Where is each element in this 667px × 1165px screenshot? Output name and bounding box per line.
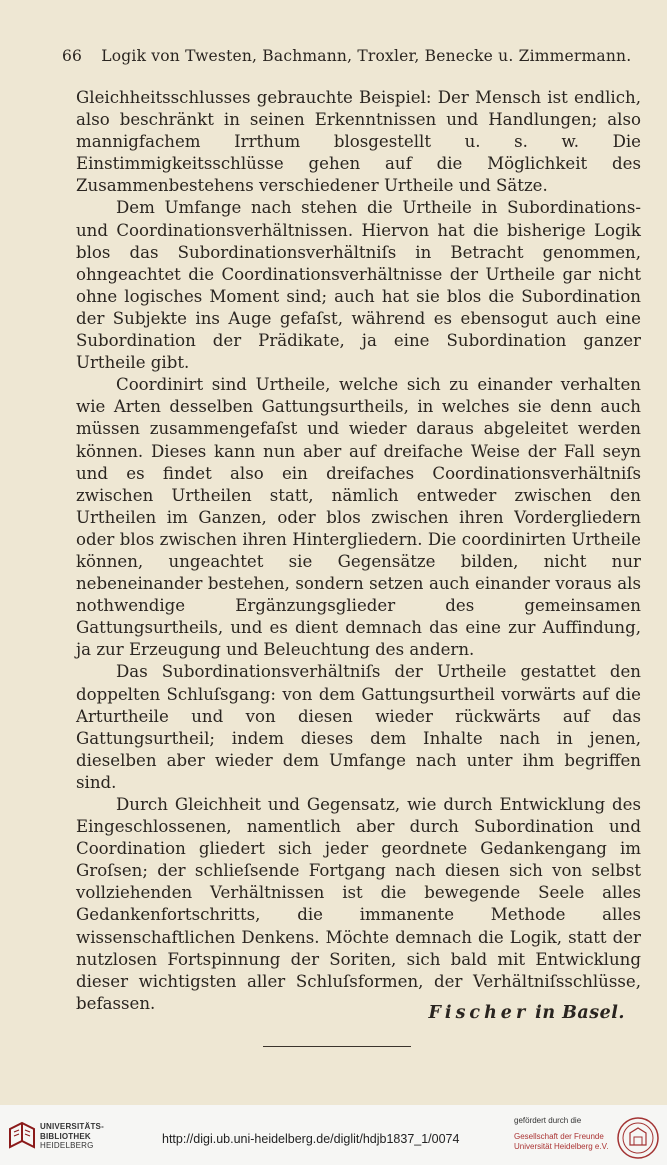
paragraph: Dem Umfange nach stehen die Urtheile in Subordinations- und Coordinationsverhältnissen. Hiervon hat die bisherige Logik blos das Subordinationsverhältniſs in Betracht genommen, ohngeachtet die Coordinationsverhältnisse der Urtheile gar nicht ohne logisches Moment sind; auch hat sie blos die Subordination der Subjekte ins Auge gefaſst, während es ebensogut auch eine Subordination der Prädikate, ja eine Subordination ganzer Urtheile gibt.: [76, 198, 641, 373]
sponsor-line: Universität Heidelberg e.V.: [514, 1141, 609, 1151]
paragraph: Durch Gleichheit und Gegensatz, wie durch Entwicklung des Eingeschlossenen, namentlich aber durch Subordination und Coordination gliedert sich jeder geordnete Gedankengang im Groſsen; der schlieſsende Fortgang nach diesen sich von selbst vollziehenden Verhältnissen ist die bewegende Seele alles Gedankenfortschritts, die immanente Methode alles wissenschaftlichen Denkens. Möchte demnach die Logik, statt der nutzlosen Fortspinnung der Soriten, sich bald mit Entwicklung dieser wichtigsten aller Schluſsformen, der Verhältniſsschlüsse, befassen.: [76, 795, 641, 1013]
author-name: Fischer: [428, 1003, 530, 1023]
library-name: [40, 1122, 104, 1151]
sponsor-line: Gesellschaft der Freunde: [514, 1132, 604, 1141]
digitization-footer: [0, 1105, 667, 1165]
library-line: UNIVERSITÄTS-: [40, 1122, 104, 1131]
sponsor-note: gefördert durch die: [514, 1116, 582, 1125]
paragraph: Coordinirt sind Urtheile, welche sich zu einander verhalten wie Arten desselben Gattungsurtheils, in welches sie denn auch müssen zusammengefaſst und wieder daraus abgeleitet werden können. Dieses kann nun aber auf dreifache Weise der Fall seyn und es findet also ein dreifaches Coordinationsverhältniſs zwischen Urtheilen statt, nämlich entweder zwischen den Urtheilen im Ganzen, oder blos zwischen ihren Vordergliedern oder blos zwischen ihren Hintergliedern. Die coordinirten Urtheile können, ungeachtet sie Gegensätze bilden, nicht nur nebeneinander bestehen, sondern setzen auch einander voraus als nothwendige Ergänzungsglieder des gemeinsamen Gattungsurtheils, und es dient demnach das eine zur Auffindung, ja zur Erzeugung und Beleuchtung des andern.: [76, 375, 641, 660]
permalink-url[interactable]: http://digi.ub.uni-heidelberg.de/diglit/hdjb1837_1/0074: [162, 1132, 460, 1146]
running-title: Logik von Twesten, Bachmann, Troxler, Benecke u. Zimmermann.: [101, 47, 632, 65]
paragraph: Das Subordinationsverhältniſs der Urtheile gestattet den doppelten Schluſsgang: von dem Gattungsurtheil vorwärts auf die Arturtheile und von diesen wieder rückwärts auf das Gattungsurtheil; indem dieses dem Inhalte nach in jenen, dieselben aber wieder dem Umfange nach unter ihm begriffen sind.: [76, 662, 641, 792]
paragraph: Gleichheitsschlusses gebrauchte Beispiel: Der Mensch ist endlich, also beschränkt in seinen Erkenntnissen und Handlungen; also mannigfachem Irrthum blosgestellt u. s. w. Die Einstimmigkeitsschlüsse gehen auf die Möglichkeit des Zusammenbestehens verschiedener Urtheile und Sätze.: [76, 88, 641, 196]
society-seal-icon: [616, 1115, 660, 1161]
end-rule: [263, 1046, 411, 1047]
library-line: HEIDELBERG: [40, 1141, 94, 1150]
running-header: [62, 47, 632, 65]
page-number: 66: [62, 47, 83, 65]
sponsor-name: [514, 1132, 608, 1151]
author-place: in Basel.: [535, 1003, 625, 1023]
body-text: [76, 87, 641, 1015]
library-line: BIBLIOTHEK: [40, 1131, 91, 1141]
author-signature: [395, 1003, 625, 1023]
library-book-logo-icon: [6, 1119, 38, 1153]
